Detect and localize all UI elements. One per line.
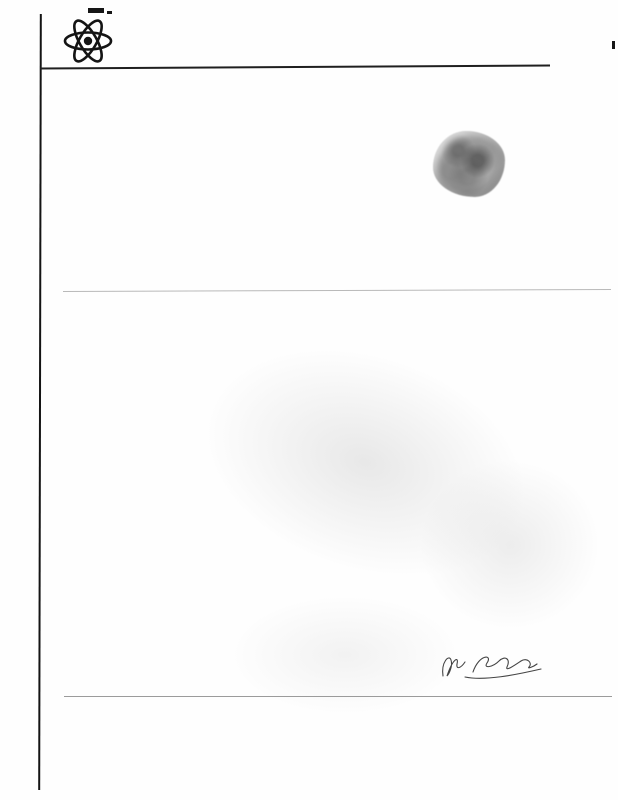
scan-speck — [612, 41, 615, 49]
qr-code — [70, 641, 146, 720]
signature-image — [420, 650, 570, 682]
atom-logo-icon — [62, 16, 114, 71]
scan-speck — [107, 11, 112, 14]
scan-speck — [88, 8, 104, 13]
header-divider — [40, 64, 550, 69]
scan-smudge — [420, 460, 600, 630]
sample-photo — [433, 131, 505, 197]
scan-artifact-line — [38, 14, 42, 790]
footer-divider — [64, 696, 612, 697]
section-divider — [63, 289, 611, 292]
certificate-title-block — [300, 71, 556, 73]
scan-smudge — [175, 309, 555, 615]
authorization-block — [420, 646, 570, 683]
